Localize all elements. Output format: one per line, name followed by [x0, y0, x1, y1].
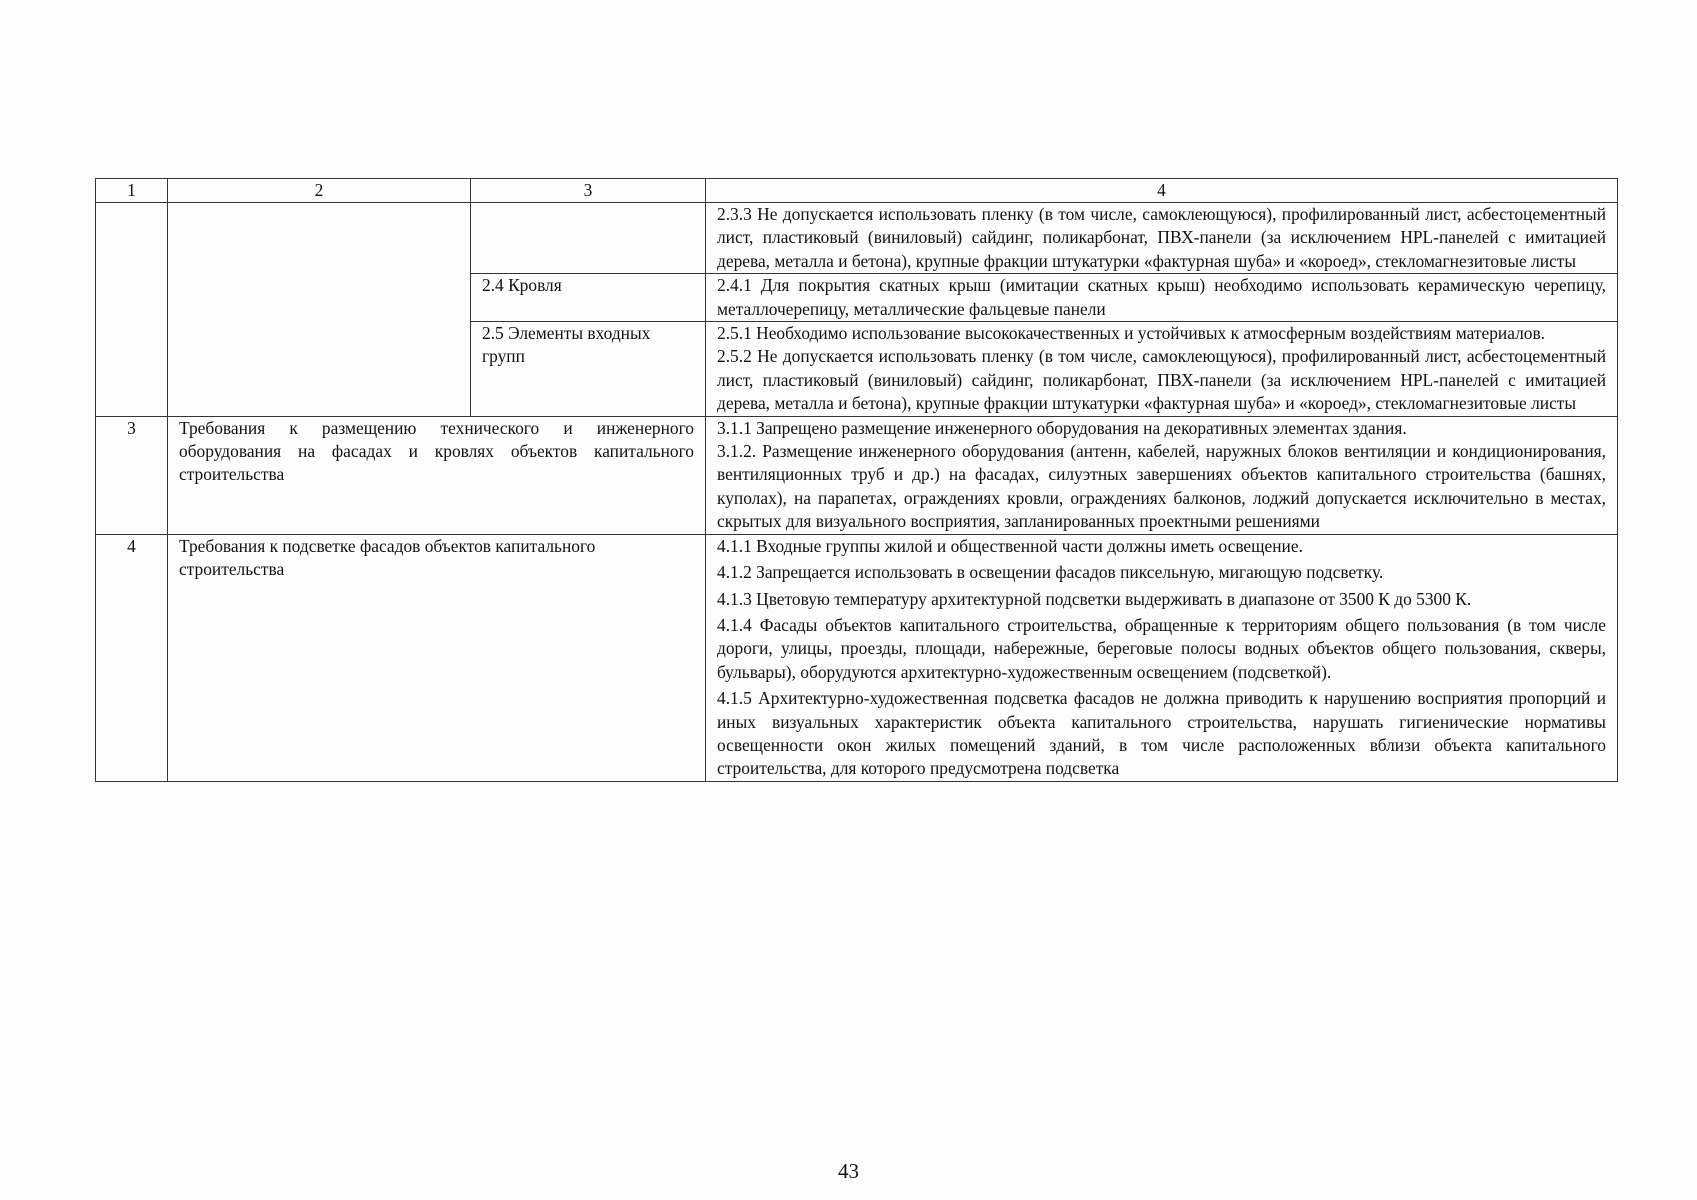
section-number-4: 4	[96, 534, 168, 781]
table-header-row	[96, 179, 1618, 203]
page-number: 43	[838, 1159, 859, 1183]
header-cell-4: 4	[706, 179, 1618, 203]
section-number-3: 3	[96, 416, 168, 534]
requirement-2-5-1: 2.5.1 Необходимо использование высококачественных и устойчивых к атмосферным воздействиям материалов.	[717, 323, 1546, 344]
table-row	[96, 534, 1618, 781]
subsection-entrance-groups: 2.5 Элементы входных групп	[471, 322, 706, 417]
header-cell-3: 3	[471, 179, 706, 203]
requirement-4-1-3: 4.1.3 Цветовую температуру архитектурной подсветки выдерживать в диапазоне от 3500 К до 5300 К.	[717, 588, 1472, 609]
subsection-roof: 2.4 Кровля	[471, 274, 706, 322]
requirement-2-4-1: 2.4.1 Для покрытия скатных крыш (имитации скатных крыш) необходимо использовать керамическую черепицу, металлочерепицу, металлические фальцевые панели	[706, 274, 1618, 322]
requirement-3-1-2: 3.1.2. Размещение инженерного оборудования (антенн, кабелей, наружных блоков вентиляции и кондиционирования, вентиляционных труб и др.) на фасадах, силуэтных завершениях объектов капитального строительства (башнях, куполах), на парапетах, ограждениях кровли, ограждениях балконов, лоджий допускается исключительно в местах, скрытых для визуального восприятия, запланированных проектными решениями	[717, 441, 1606, 532]
requirement-4-1-5: 4.1.5 Архитектурно-художественная подсветка фасадов не должна приводить к нарушению восприятия пропорций и иных визуальных характеристик объекта капитального строительства, нарушать гигиенические нормативы освещенности окон жилых помещений зданий, в том числе расположенных вблизи объекта капитального строительства, для которого предусмотрена подсветка	[717, 688, 1606, 779]
requirements-table	[95, 178, 1618, 782]
section-title-4: Требования к подсветке фасадов объектов капитального строительства	[168, 534, 706, 781]
table-row	[96, 416, 1618, 534]
table-row	[96, 203, 1618, 274]
requirement-3-1-1: 3.1.1 Запрещено размещение инженерного оборудования на декоративных элементах здания.	[717, 417, 1407, 438]
requirement-2-5-2: 2.5.2 Не допускается использовать пленку (в том числе, самоклеющуюся), профилированный лист, асбестоцементный лист, пластиковый (виниловый) сайдинг, поликарбонат, ПВХ-панели (за исключением HPL-панелей с имитацией дерева, металла и бетона), крупные фракции штукатурки «фактурная шуба» и «короед», стекломагнезитовые листы	[717, 346, 1606, 414]
section-title-3: Требования к размещению технического и инженерного оборудования на фасадах и кровлях объектов капитального строительства	[168, 416, 706, 534]
requirement-2-5	[706, 322, 1618, 417]
requirement-4-1-4: 4.1.4 Фасады объектов капитального строительства, обращенные к территориям общего пользования (в том числе дороги, улицы, проезды, площади, набережные, береговые полосы водных объектов общего пользования, скверы, бульвары), оборудуются архитектурно-художественным освещением (подсветкой).	[717, 614, 1606, 682]
requirement-4-1-2: 4.1.2 Запрещается использовать в освещении фасадов пиксельную, мигающую подсветку.	[717, 562, 1384, 583]
title-cell-empty	[168, 203, 471, 417]
requirement-4-1-1: 4.1.1 Входные группы жилой и общественной части должны иметь освещение.	[717, 535, 1303, 556]
requirement-2-3-3: 2.3.3 Не допускается использовать пленку (в том числе, самоклеющуюся), профилированный лист, асбестоцементный лист, пластиковый (виниловый) сайдинг, поликарбонат, ПВХ-панели (за исключением HPL-панелей с имитацией дерева, металла и бетона), крупные фракции штукатурки «фактурная шуба» и «короед», стекломагнезитовые листы	[706, 203, 1618, 274]
requirement-4-1	[706, 534, 1618, 781]
requirement-3-1	[706, 416, 1618, 534]
number-cell-empty	[96, 203, 168, 417]
header-cell-1: 1	[96, 179, 168, 203]
header-cell-2: 2	[168, 179, 471, 203]
subsection-cell-empty	[471, 203, 706, 274]
